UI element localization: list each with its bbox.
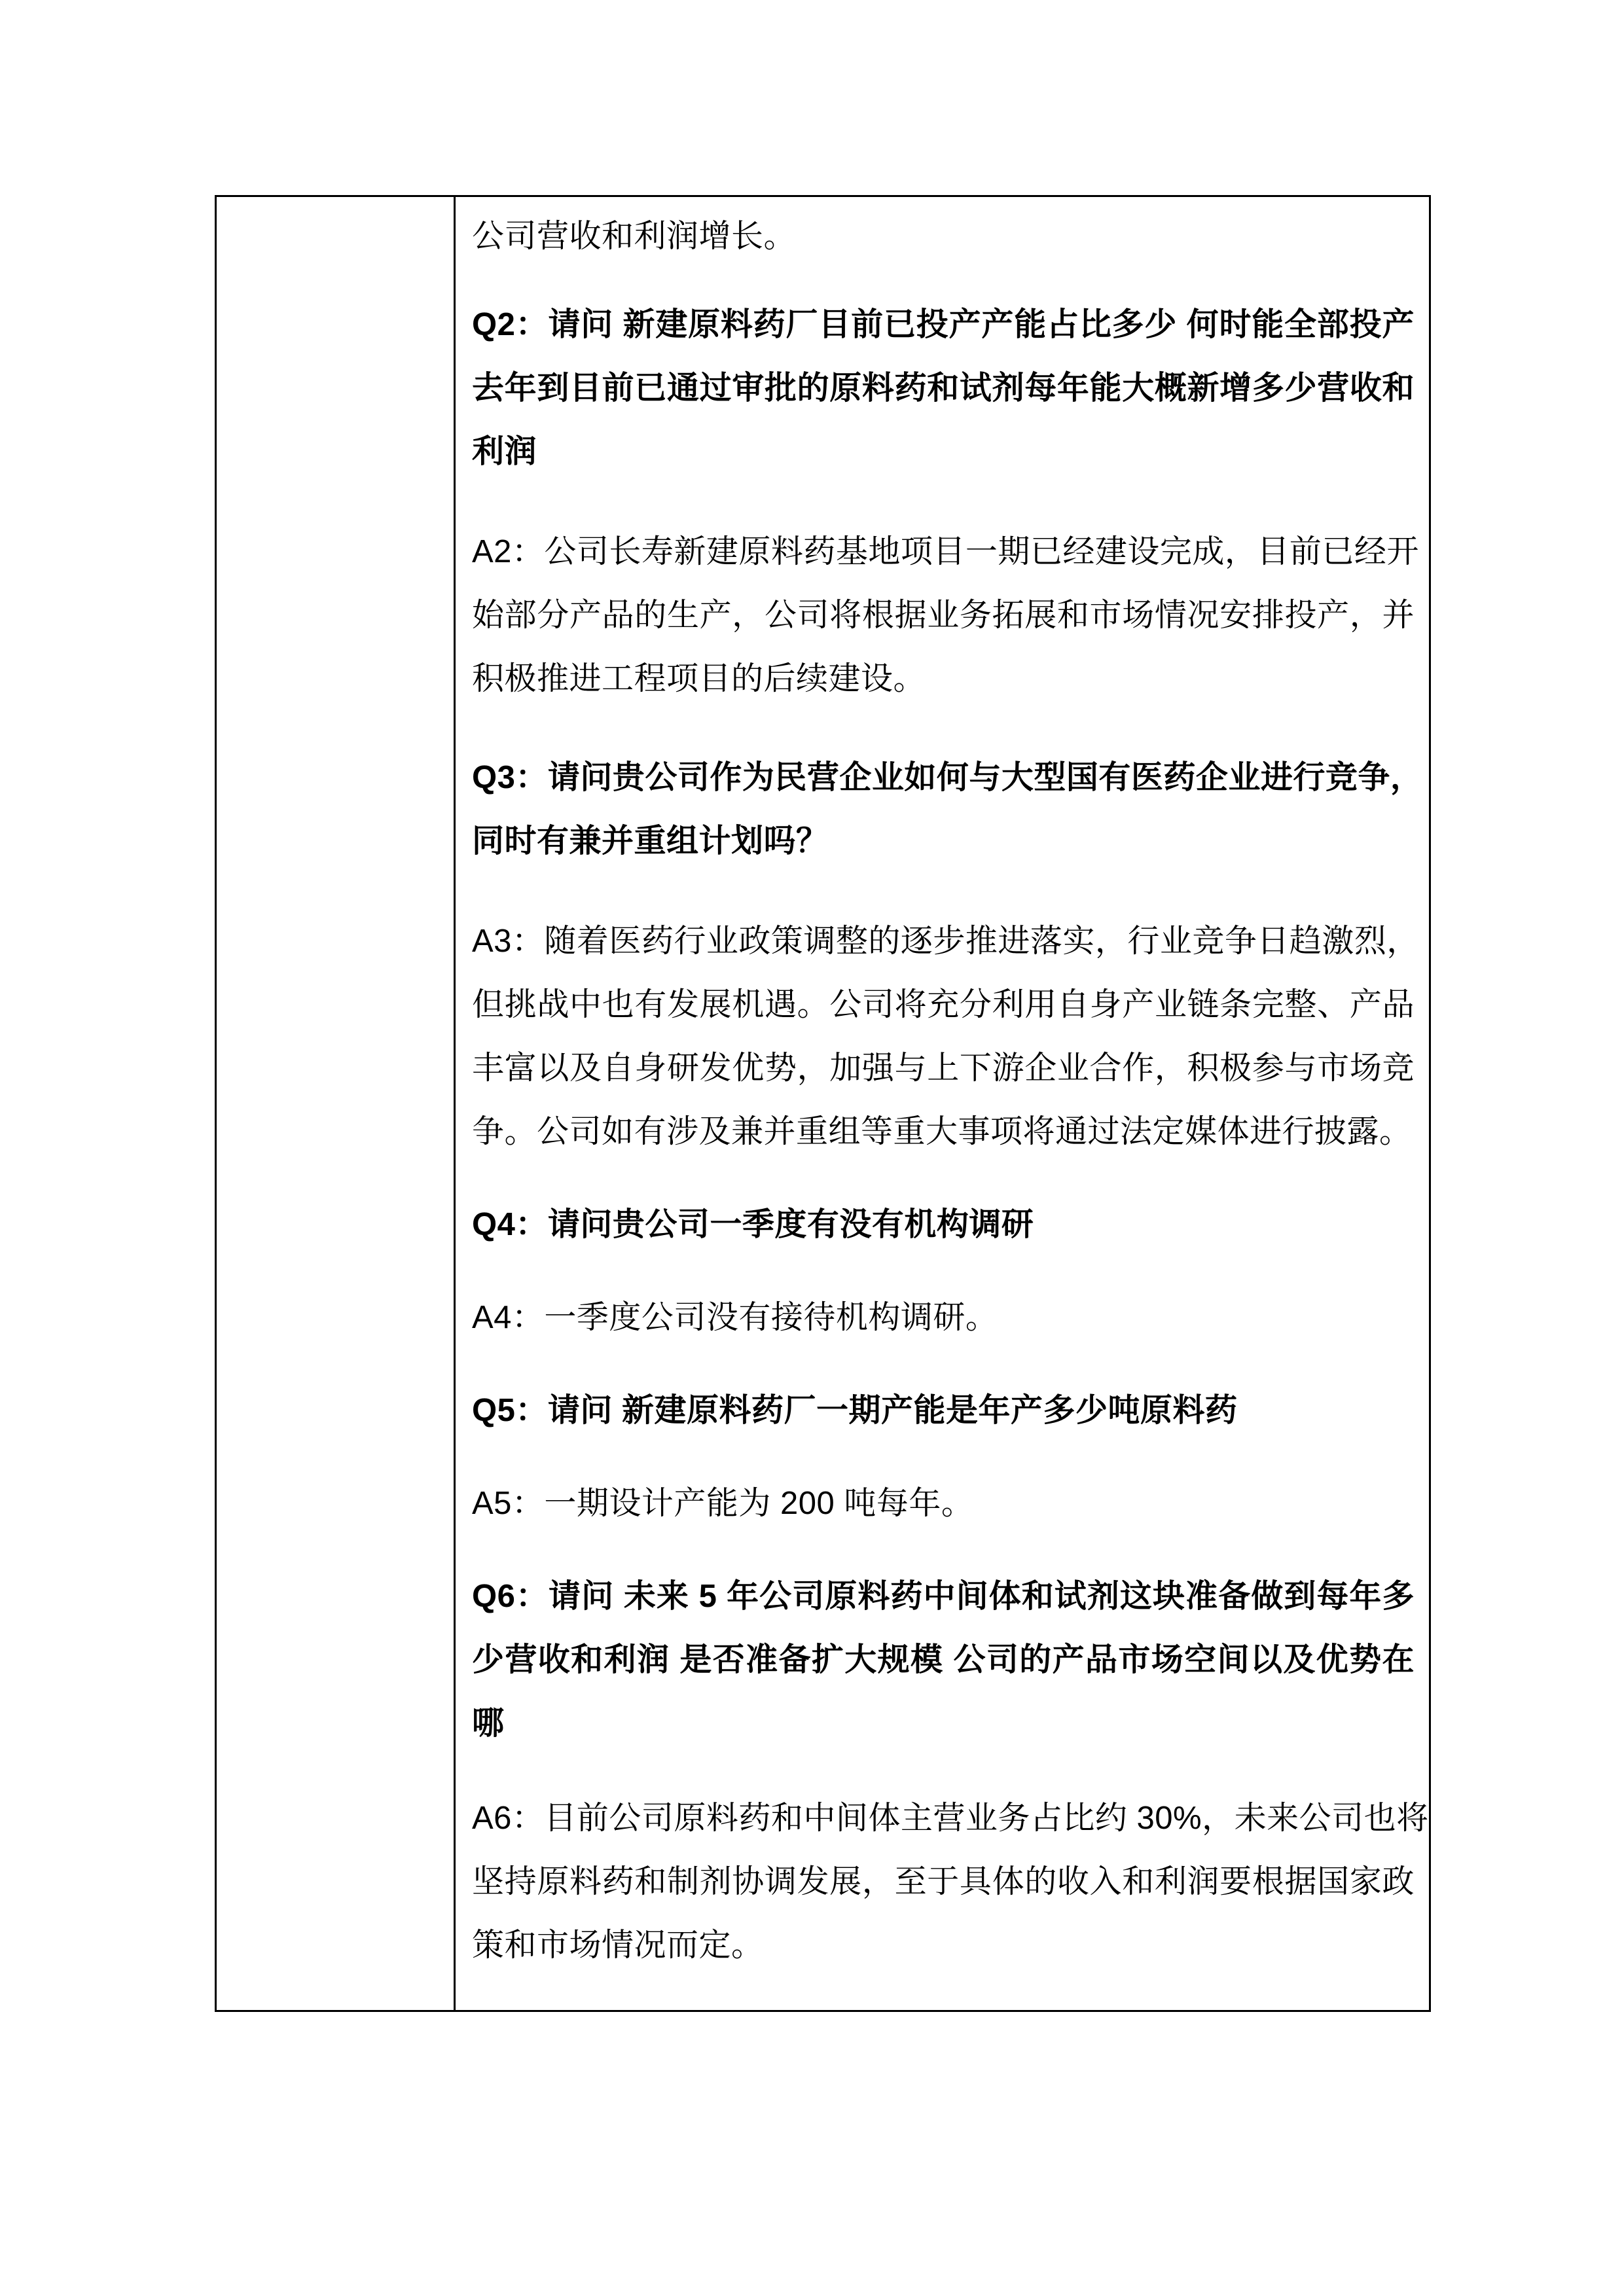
- answer-line: A2：公司长寿新建原料药基地项目一期已经建设完成，目前已经开: [472, 534, 1419, 569]
- table-column-divider: [454, 197, 456, 2010]
- answer-line: 丰富以及自身研发优势，加强与上下游企业合作，积极参与市场竞: [472, 1050, 1415, 1086]
- question-line: Q6：请问 未来 5 年公司原料药中间体和试剂这块准备做到每年多: [472, 1579, 1415, 1614]
- question-line: 少营收和利润 是否准备扩大规模 公司的产品市场空间以及优势在: [472, 1642, 1415, 1677]
- answer-line: 策和市场情况而定。: [472, 1928, 764, 1963]
- question-line: Q5：请问 新建原料药厂一期产能是年产多少吨原料药: [472, 1393, 1238, 1428]
- answer-line: 积极推进工程项目的后续建设。: [472, 661, 926, 696]
- answer-line: 始部分产品的生产，公司将根据业务拓展和市场情况安排投产，并: [472, 598, 1415, 633]
- answer-line: 坚持原料药和制剂协调发展，至于具体的收入和利润要根据国家政: [472, 1864, 1415, 1899]
- answer-line: 争。公司如有涉及兼并重组等重大事项将通过法定媒体进行披露。: [472, 1114, 1412, 1149]
- answer-line: A5：一期设计产能为 200 吨每年。: [472, 1486, 974, 1521]
- qa-table: [215, 195, 1431, 2012]
- answer-line: A4：一季度公司没有接待机构调研。: [472, 1300, 998, 1335]
- question-line: 同时有兼并重组计划吗？: [472, 823, 829, 859]
- answer-line: A6：目前公司原料药和中间体主营业务占比约 30%，未来公司也将: [472, 1801, 1429, 1836]
- question-line: Q3：请问贵公司作为民营企业如何与大型国有医药企业进行竞争，: [472, 760, 1423, 795]
- answer-line: A3：随着医药行业政策调整的逐步推进落实，行业竞争日趋激烈，: [472, 924, 1419, 959]
- intro-line: 公司营收和利润增长。: [472, 219, 797, 254]
- question-line: 去年到目前已通过审批的原料药和试剂每年能大概新增多少营收和: [472, 370, 1415, 406]
- question-line: Q4：请问贵公司一季度有没有机构调研: [472, 1207, 1034, 1242]
- answer-line: 但挑战中也有发展机遇。公司将充分利用自身产业链条完整、产品: [472, 987, 1415, 1022]
- question-line: Q2：请问 新建原料药厂目前已投产产能占比多少 何时能全部投产: [472, 307, 1415, 342]
- question-line: 哪: [472, 1706, 505, 1741]
- question-line: 利润: [472, 434, 537, 469]
